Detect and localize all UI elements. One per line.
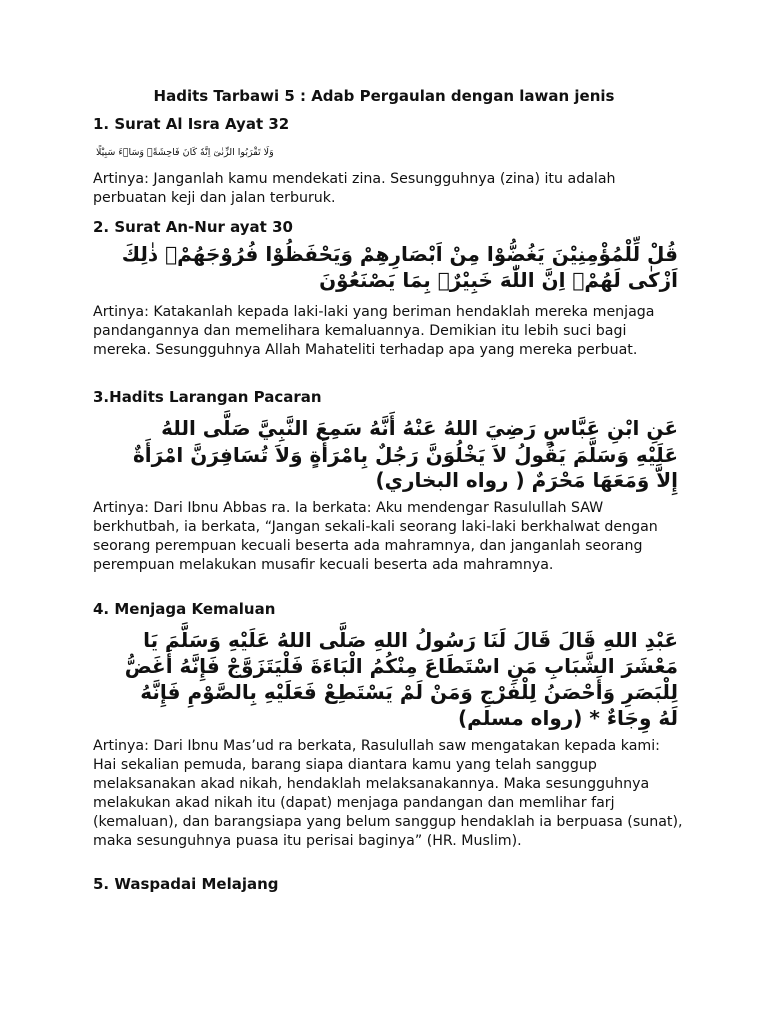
section-4-translation: Artinya: Dari Ibnu Mas’ud ra berkata, Rasulullah saw mengatakan kepada kami: Hai sekalian pemuda, barang siapa diantara kamu yang telah sanggup melaksanakan akad nikah, hendaklah melaksanakannya. Maka sesungguhnya melakukan akad nikah itu (dapat) menjaga pandangan dan memlihar farj (kemaluan), dan barangsiapa yang belum sanggup hendaklah ia berpuasa (sunat), maka sesunguhnya puasa itu perisai baginya” (HR. Muslim). bbox=[93, 738, 683, 849]
section-2-heading: 2. Surat An-Nur ayat 30 bbox=[93, 218, 293, 236]
section-3-arabic-line-3: إِلاَّ وَمَعَهَا مَحْرَمٌ ( رواه البخاري) bbox=[375, 468, 678, 492]
section-4-arabic-line-3: لِلْبَصَرِ وَأَحْصَنُ لِلْفَرْجِ وَمَنْ لَمْ يَسْتَطِعْ فَعَلَيْهِ بِالصَّوْمِ فَإِنَّهُ bbox=[140, 680, 678, 704]
section-1-translation: Artinya: Janganlah kamu mendekati zina. Sesungguhnya (zina) itu adalah perbuatan keji dan jalan terburuk. bbox=[93, 171, 616, 206]
section-2-arabic-line-2: اَزْكٰى لَهُمْۗ اِنَّ اللّٰهَ خَبِيْرٌۢ بِمَا يَصْنَعُوْنَ bbox=[319, 268, 678, 292]
section-5-heading: 5. Waspadai Melajang bbox=[93, 875, 279, 893]
section-1-heading: 1. Surat Al Isra Ayat 32 bbox=[93, 115, 290, 133]
section-3-translation: Artinya: Dari Ibnu Abbas ra. Ia berkata: Aku mendengar Rasulullah SAW berkhutbah, ia berkata, “Jangan sekali-kali seorang laki-laki berkhalwat dengan seorang perempuan kecuali beserta ada mahramnya, dan janganlah seorang perempuan melakukan musafir kecuali beserta ada mahramnya. bbox=[93, 500, 658, 573]
section-4-heading: 4. Menjaga Kemaluan bbox=[93, 600, 276, 618]
section-2-translation: Artinya: Katakanlah kepada laki-laki yang beriman hendaklah mereka menjaga pandangannya dan memelihara kemaluannya. Demikian itu lebih suci bagi mereka. Sesungguhnya Allah Mahateliti terhadap apa yang mereka perbuat. bbox=[93, 304, 655, 358]
section-4-arabic-line-4: لَهُ وِجَاءٌ * (رواه مسلم) bbox=[458, 706, 678, 730]
section-4-arabic-line-1: عَبْدِ اللهِ قَالَ قَالَ لَنَا رَسُولُ اللهِ صَلَّى اللهُ عَلَيْهِ وَسَلَّمَ يَا bbox=[143, 628, 678, 652]
section-3-arabic-line-1: عَنِ ابْنِ عَبَّاسٍ رَضِيَ اللهُ عَنْهُ أَنَّهُ سَمِعَ النَّبِيَّ صَلَّى اللهُ bbox=[161, 416, 678, 440]
section-3-arabic-line-2: عَلَيْهِ وَسَلَّمَ يَقُولُ لاَ يَخْلُوَنَّ رَجُلٌ بِامْرَأَةٍ وَلاَ تُسَافِرَنَّ امْرَأَةٌ bbox=[132, 443, 678, 467]
section-1-arabic: وَلَا تَقْرَبُوا الزِّنٰىٓ اِنَّهٗ كَانَ فَاحِشَةًۗ وَسَاۤءَ سَبِيْلًا bbox=[96, 147, 274, 158]
section-2-arabic-line-1: قُلْ لِّلْمُؤْمِنِيْنَ يَغُضُّوْا مِنْ اَبْصَارِهِمْ وَيَحْفَظُوْا فُرُوْجَهُمْۗ ذٰلِكَ bbox=[121, 242, 678, 266]
document-title: Hadits Tarbawi 5 : Adab Pergaulan dengan lawan jenis bbox=[153, 87, 615, 105]
section-3-heading: 3.Hadits Larangan Pacaran bbox=[93, 388, 322, 406]
section-4-arabic-line-2: مَعْشَرَ الشَّبَابِ مَنِ اسْتَطَاعَ مِنْكُمُ الْبَاءَةَ فَلْيَتَزَوَّجْ فَإِنَّهُ أَغَضُّ bbox=[124, 654, 678, 678]
